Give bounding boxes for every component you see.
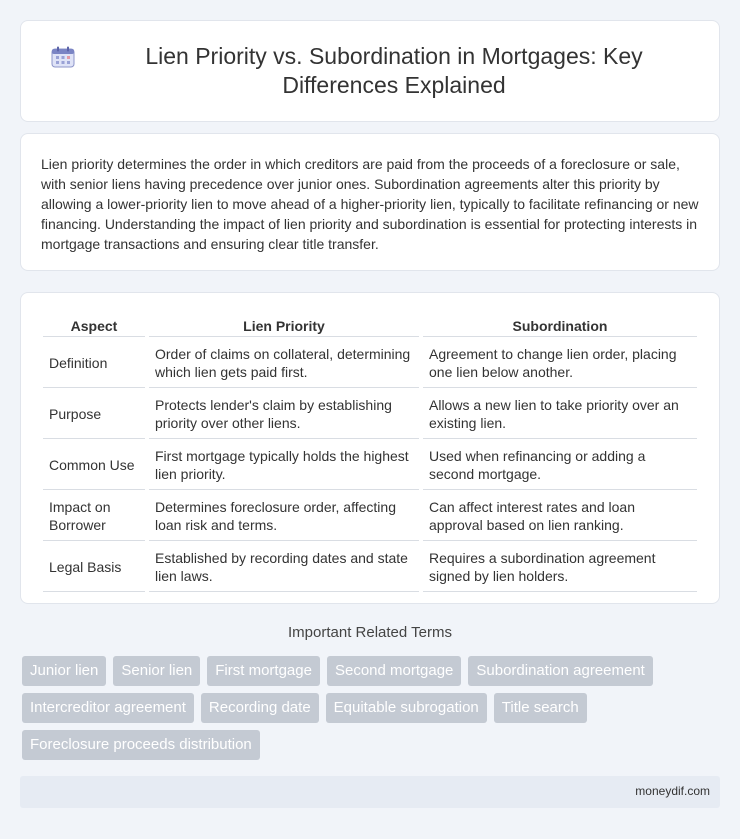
cell-aspect: Legal Basis bbox=[43, 543, 145, 592]
term-tag[interactable]: Second mortgage bbox=[327, 656, 461, 686]
term-tag[interactable]: Foreclosure proceeds distribution bbox=[22, 730, 260, 760]
cell-aspect: Impact on Borrower bbox=[43, 492, 145, 541]
cell-lien-priority: Established by recording dates and state lien laws. bbox=[149, 543, 419, 592]
comparison-table bbox=[39, 314, 701, 594]
comparison-table-card bbox=[20, 292, 720, 604]
footer bbox=[20, 776, 720, 808]
cell-aspect: Purpose bbox=[43, 390, 145, 439]
cell-subordination: Agreement to change lien order, placing one lien below another. bbox=[423, 339, 697, 388]
header-card bbox=[20, 20, 720, 122]
cell-subordination: Can affect interest rates and loan approval based on lien ranking. bbox=[423, 492, 697, 541]
intro-card bbox=[20, 133, 720, 271]
cell-aspect: Common Use bbox=[43, 441, 145, 490]
table-row bbox=[43, 339, 697, 388]
cell-lien-priority: Order of claims on collateral, determining which lien gets paid first. bbox=[149, 339, 419, 388]
related-terms-list bbox=[22, 656, 722, 760]
calendar-icon bbox=[51, 46, 75, 68]
related-terms-heading: Important Related Terms bbox=[288, 624, 452, 641]
cell-subordination: Allows a new lien to take priority over an existing lien. bbox=[423, 390, 697, 439]
term-tag[interactable]: Title search bbox=[494, 693, 587, 723]
cell-lien-priority: Determines foreclosure order, affecting loan risk and terms. bbox=[149, 492, 419, 541]
table-row bbox=[43, 492, 697, 541]
title-wrap bbox=[21, 42, 719, 100]
table-row bbox=[43, 543, 697, 592]
term-tag[interactable]: Intercreditor agreement bbox=[22, 693, 194, 723]
table-row bbox=[43, 441, 697, 490]
term-tag[interactable]: Equitable subrogation bbox=[326, 693, 487, 723]
cell-lien-priority: Protects lender's claim by establishing priority over other liens. bbox=[149, 390, 419, 439]
term-tag[interactable]: Recording date bbox=[201, 693, 319, 723]
term-tag[interactable]: Junior lien bbox=[22, 656, 106, 686]
term-tag[interactable]: Subordination agreement bbox=[468, 656, 652, 686]
table-header-row bbox=[43, 316, 697, 337]
intro-paragraph: Lien priority determines the order in which creditors are paid from the proceeds of a foreclosure or sale, with senior liens having precedence over junior ones. Subordination agreements alter this priority by allowing a lower-priority lien to move ahead of a higher-priority lien, typically to facilitate refinancing or new financing. Understanding the impact of lien priority and subordination is essential for protecting interests in mortgage transactions and ensuring clear title transfer. bbox=[41, 156, 699, 252]
column-header-lien-priority: Lien Priority bbox=[149, 316, 419, 337]
page-title: Lien Priority vs. Subordination in Mortgages: Key Differences Explained bbox=[145, 43, 643, 98]
term-tag[interactable]: First mortgage bbox=[207, 656, 320, 686]
column-header-aspect: Aspect bbox=[43, 316, 145, 337]
table-row bbox=[43, 390, 697, 439]
cell-lien-priority: First mortgage typically holds the highest lien priority. bbox=[149, 441, 419, 490]
term-tag[interactable]: Senior lien bbox=[113, 656, 200, 686]
cell-subordination: Used when refinancing or adding a second mortgage. bbox=[423, 441, 697, 490]
footer-site-link[interactable]: moneydif.com bbox=[635, 784, 710, 798]
column-header-subordination: Subordination bbox=[423, 316, 697, 337]
cell-aspect: Definition bbox=[43, 339, 145, 388]
cell-subordination: Requires a subordination agreement signed by lien holders. bbox=[423, 543, 697, 592]
